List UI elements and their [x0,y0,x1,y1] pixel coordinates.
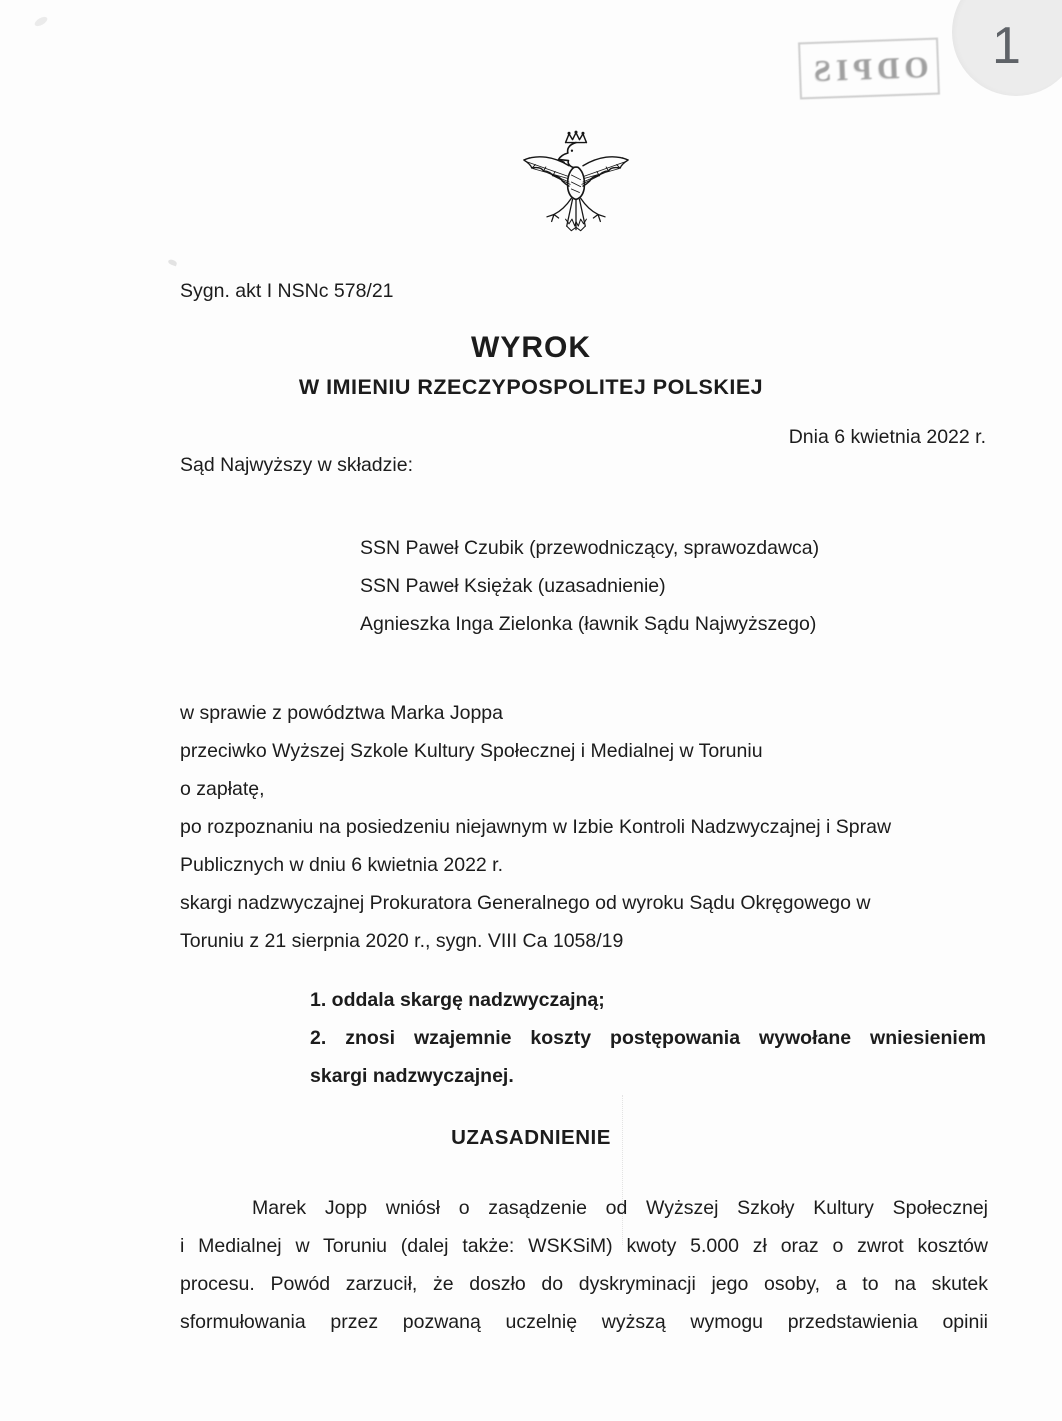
ruling-point-2-continuation: skargi nadzwyczajnej. [310,1065,514,1087]
justification-line: sformułowania przez pozwaną uczelnię wyższą wymogu przedstawienia opinii [180,1311,988,1333]
page-number: 1 [992,17,1021,75]
case-signature: Sygn. akt I NSNc 578/21 [180,280,394,302]
ruling-operative-part [310,981,986,1095]
case-description-line: Publicznych w dniu 6 kwietnia 2022 r. [180,854,504,876]
judges-list [360,529,819,643]
justification-line: procesu. Powód zarzucił, że doszło do dyskryminacji jego osoby, a to na skutek [180,1273,988,1295]
scan-speck [33,15,49,28]
case-description-line: w sprawie z powództwa Marka Joppa [180,702,503,724]
judge-line: SSN Paweł Księżak (uzasadnienie) [360,575,666,597]
justification-heading: UZASADNIENIE [451,1126,611,1149]
judgment-title: WYROK [471,331,591,364]
case-description-line: skargi nadzwyczajnej Prokuratora Generalnego od wyroku Sądu Okręgowego w [180,892,871,914]
page-number-badge [952,0,1062,96]
odpis-stamp-label: ODPIS [808,48,930,88]
justification-line: i Medialnej w Toruniu (dalej także: WSKSiM) kwoty 5.000 zł oraz o zwrot kosztów [180,1235,988,1257]
ruling-point-1: 1. oddala skargę nadzwyczajną; [310,989,605,1011]
justification-line: Marek Jopp wniósł o zasądzenie od Wyższej Szkoły Kultury Społecznej [252,1197,988,1219]
ruling-point-2: 2. znosi wzajemnie koszty postępowania wywołane wniesieniem [310,1027,986,1049]
judge-line: Agnieszka Inga Zielonka (ławnik Sądu Najwyższego) [360,613,817,635]
odpis-stamp [798,38,940,100]
scan-speck [167,259,177,267]
case-description-line: po rozpoznaniu na posiedzeniu niejawnym w Izbie Kontroli Nadzwyczajnej i Spraw [180,816,892,838]
case-description-line: o zapłatę, [180,778,265,800]
case-description-line: Toruniu z 21 sierpnia 2020 r., sygn. VIII Ca 1058/19 [180,930,624,952]
judgment-subtitle: W IMIENIU RZECZYPOSPOLITEJ POLSKIEJ [298,375,764,399]
case-description [180,694,990,960]
judge-line: SSN Paweł Czubik (przewodniczący, sprawozdawca) [360,537,820,559]
case-description-line: przeciwko Wyższej Szkole Kultury Społecznej i Medialnej w Toruniu [180,740,763,762]
polish-eagle-emblem [518,128,634,254]
panel-intro: Sąd Najwyższy w składzie: [180,454,413,476]
justification-paragraph [180,1189,988,1341]
judgment-date: Dnia 6 kwietnia 2022 r. [788,426,986,448]
